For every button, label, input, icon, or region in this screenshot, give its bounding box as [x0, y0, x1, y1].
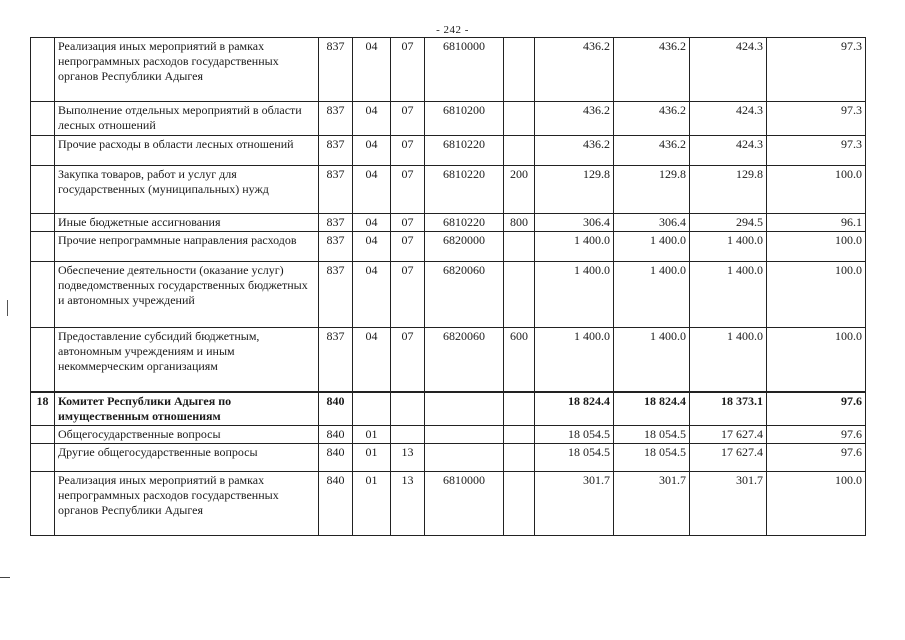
approved-amount: 1 400.0 [535, 328, 614, 392]
revised-amount: 129.8 [614, 166, 690, 214]
subsection-code: 07 [391, 232, 425, 262]
row-number [31, 262, 55, 328]
row-number [31, 136, 55, 166]
target-code: 6810220 [425, 166, 504, 214]
executed-amount: 1 400.0 [690, 262, 767, 328]
subsection-code: 07 [391, 102, 425, 136]
section-code: 04 [353, 328, 391, 392]
target-code: 6820060 [425, 328, 504, 392]
row-number [31, 443, 55, 471]
approved-amount: 129.8 [535, 166, 614, 214]
revised-amount: 18 054.5 [614, 425, 690, 443]
section-code: 04 [353, 166, 391, 214]
executed-amount: 17 627.4 [690, 443, 767, 471]
ministry-code: 837 [319, 38, 353, 102]
ministry-code: 840 [319, 425, 353, 443]
row-name: Реализация иных мероприятий в рамках непрограммных расходов государственных органов Республики Адыгея [55, 38, 319, 102]
ministry-code: 837 [319, 102, 353, 136]
revised-amount: 18 054.5 [614, 443, 690, 471]
executed-amount: 1 400.0 [690, 232, 767, 262]
table-row [31, 38, 866, 102]
row-number [31, 102, 55, 136]
approved-amount: 18 054.5 [535, 425, 614, 443]
approved-amount: 436.2 [535, 38, 614, 102]
target-code: 6820000 [425, 232, 504, 262]
row-number [31, 166, 55, 214]
target-code: 6810000 [425, 471, 504, 535]
table-row [31, 443, 866, 471]
ministry-code: 837 [319, 136, 353, 166]
table-row [31, 136, 866, 166]
ministry-code: 837 [319, 166, 353, 214]
ministry-code: 837 [319, 214, 353, 232]
target-code: 6810200 [425, 102, 504, 136]
row-name: Обеспечение деятельности (оказание услуг) подведомственных государственных бюджетных и автономных учреждений [55, 262, 319, 328]
executed-amount: 1 400.0 [690, 328, 767, 392]
ministry-code: 837 [319, 328, 353, 392]
subsection-code: 13 [391, 471, 425, 535]
expense-type-code [504, 136, 535, 166]
revised-amount: 1 400.0 [614, 232, 690, 262]
expense-type-code [504, 102, 535, 136]
subsection-code: 07 [391, 262, 425, 328]
subsection-code: 07 [391, 214, 425, 232]
expense-type-code [504, 471, 535, 535]
execution-percent: 97.6 [767, 425, 866, 443]
expense-type-code [504, 262, 535, 328]
row-number [31, 328, 55, 392]
section-code: 01 [353, 471, 391, 535]
executed-amount: 424.3 [690, 136, 767, 166]
row-name: Закупка товаров, работ и услуг для государственных (муниципальных) нужд [55, 166, 319, 214]
executed-amount: 301.7 [690, 471, 767, 535]
expense-type-code [504, 38, 535, 102]
row-number [31, 425, 55, 443]
table-body [31, 38, 866, 536]
row-name: Прочие расходы в области лесных отношений [55, 136, 319, 166]
section-code: 04 [353, 38, 391, 102]
row-name: Другие общегосударственные вопросы [55, 443, 319, 471]
execution-percent: 97.3 [767, 102, 866, 136]
expense-type-code: 200 [504, 166, 535, 214]
table-row [31, 102, 866, 136]
subsection-code [391, 392, 425, 426]
page-number: - 242 - [436, 24, 469, 36]
execution-percent: 97.3 [767, 38, 866, 102]
target-code: 6820060 [425, 262, 504, 328]
target-code [425, 443, 504, 471]
execution-percent: 97.6 [767, 392, 866, 426]
execution-percent: 97.3 [767, 136, 866, 166]
row-name: Прочие непрограммные направления расходов [55, 232, 319, 262]
section-code: 04 [353, 232, 391, 262]
row-number [31, 38, 55, 102]
executed-amount: 424.3 [690, 38, 767, 102]
subsection-code: 13 [391, 443, 425, 471]
expense-type-code: 800 [504, 214, 535, 232]
section-code: 01 [353, 425, 391, 443]
expense-type-code [504, 425, 535, 443]
row-number [31, 232, 55, 262]
expense-type-code [504, 392, 535, 426]
row-name: Выполнение отдельных мероприятий в области лесных отношений [55, 102, 319, 136]
executed-amount: 424.3 [690, 102, 767, 136]
target-code [425, 425, 504, 443]
execution-percent: 97.6 [767, 443, 866, 471]
section-code: 04 [353, 262, 391, 328]
executed-amount: 17 627.4 [690, 425, 767, 443]
expense-type-code [504, 443, 535, 471]
target-code [425, 392, 504, 426]
execution-percent: 100.0 [767, 232, 866, 262]
revised-amount: 18 824.4 [614, 392, 690, 426]
table-row [31, 328, 866, 392]
execution-percent: 100.0 [767, 262, 866, 328]
approved-amount: 1 400.0 [535, 262, 614, 328]
revised-amount: 1 400.0 [614, 328, 690, 392]
execution-percent: 100.0 [767, 328, 866, 392]
section-code: 04 [353, 136, 391, 166]
execution-percent: 100.0 [767, 471, 866, 535]
table-row [31, 166, 866, 214]
row-name: Реализация иных мероприятий в рамках непрограммных расходов государственных органов Республики Адыгея [55, 471, 319, 535]
row-name: Общегосударственные вопросы [55, 425, 319, 443]
revised-amount: 301.7 [614, 471, 690, 535]
expense-type-code [504, 232, 535, 262]
section-code: 01 [353, 443, 391, 471]
revised-amount: 1 400.0 [614, 262, 690, 328]
executed-amount: 129.8 [690, 166, 767, 214]
revised-amount: 436.2 [614, 38, 690, 102]
row-name: Комитет Республики Адыгея по имущественным отношениям [55, 392, 319, 426]
row-number: 18 [31, 392, 55, 426]
ministry-code: 840 [319, 443, 353, 471]
margin-mark [7, 300, 8, 316]
row-name: Предоставление субсидий бюджетным, автономным учреждениям и иным некоммерческим организациям [55, 328, 319, 392]
target-code: 6810220 [425, 214, 504, 232]
execution-percent: 100.0 [767, 166, 866, 214]
ministry-code: 840 [319, 392, 353, 426]
table-row [31, 392, 866, 426]
approved-amount: 18 054.5 [535, 443, 614, 471]
table-row [31, 214, 866, 232]
target-code: 6810000 [425, 38, 504, 102]
expense-type-code: 600 [504, 328, 535, 392]
approved-amount: 306.4 [535, 214, 614, 232]
row-name: Иные бюджетные ассигнования [55, 214, 319, 232]
subsection-code: 07 [391, 328, 425, 392]
subsection-code [391, 425, 425, 443]
section-code: 04 [353, 102, 391, 136]
revised-amount: 306.4 [614, 214, 690, 232]
section-code [353, 392, 391, 426]
ministry-code: 837 [319, 232, 353, 262]
section-code: 04 [353, 214, 391, 232]
subsection-code: 07 [391, 136, 425, 166]
approved-amount: 301.7 [535, 471, 614, 535]
revised-amount: 436.2 [614, 136, 690, 166]
executed-amount: 18 373.1 [690, 392, 767, 426]
table-row [31, 471, 866, 535]
margin-dash [0, 577, 10, 578]
subsection-code: 07 [391, 38, 425, 102]
revised-amount: 436.2 [614, 102, 690, 136]
executed-amount: 294.5 [690, 214, 767, 232]
subsection-code: 07 [391, 166, 425, 214]
table-row [31, 425, 866, 443]
row-number [31, 471, 55, 535]
row-number [31, 214, 55, 232]
approved-amount: 1 400.0 [535, 232, 614, 262]
target-code: 6810220 [425, 136, 504, 166]
budget-table [30, 37, 866, 536]
execution-percent: 96.1 [767, 214, 866, 232]
table-row [31, 262, 866, 328]
table-row [31, 232, 866, 262]
approved-amount: 436.2 [535, 136, 614, 166]
ministry-code: 837 [319, 262, 353, 328]
approved-amount: 18 824.4 [535, 392, 614, 426]
ministry-code: 840 [319, 471, 353, 535]
approved-amount: 436.2 [535, 102, 614, 136]
